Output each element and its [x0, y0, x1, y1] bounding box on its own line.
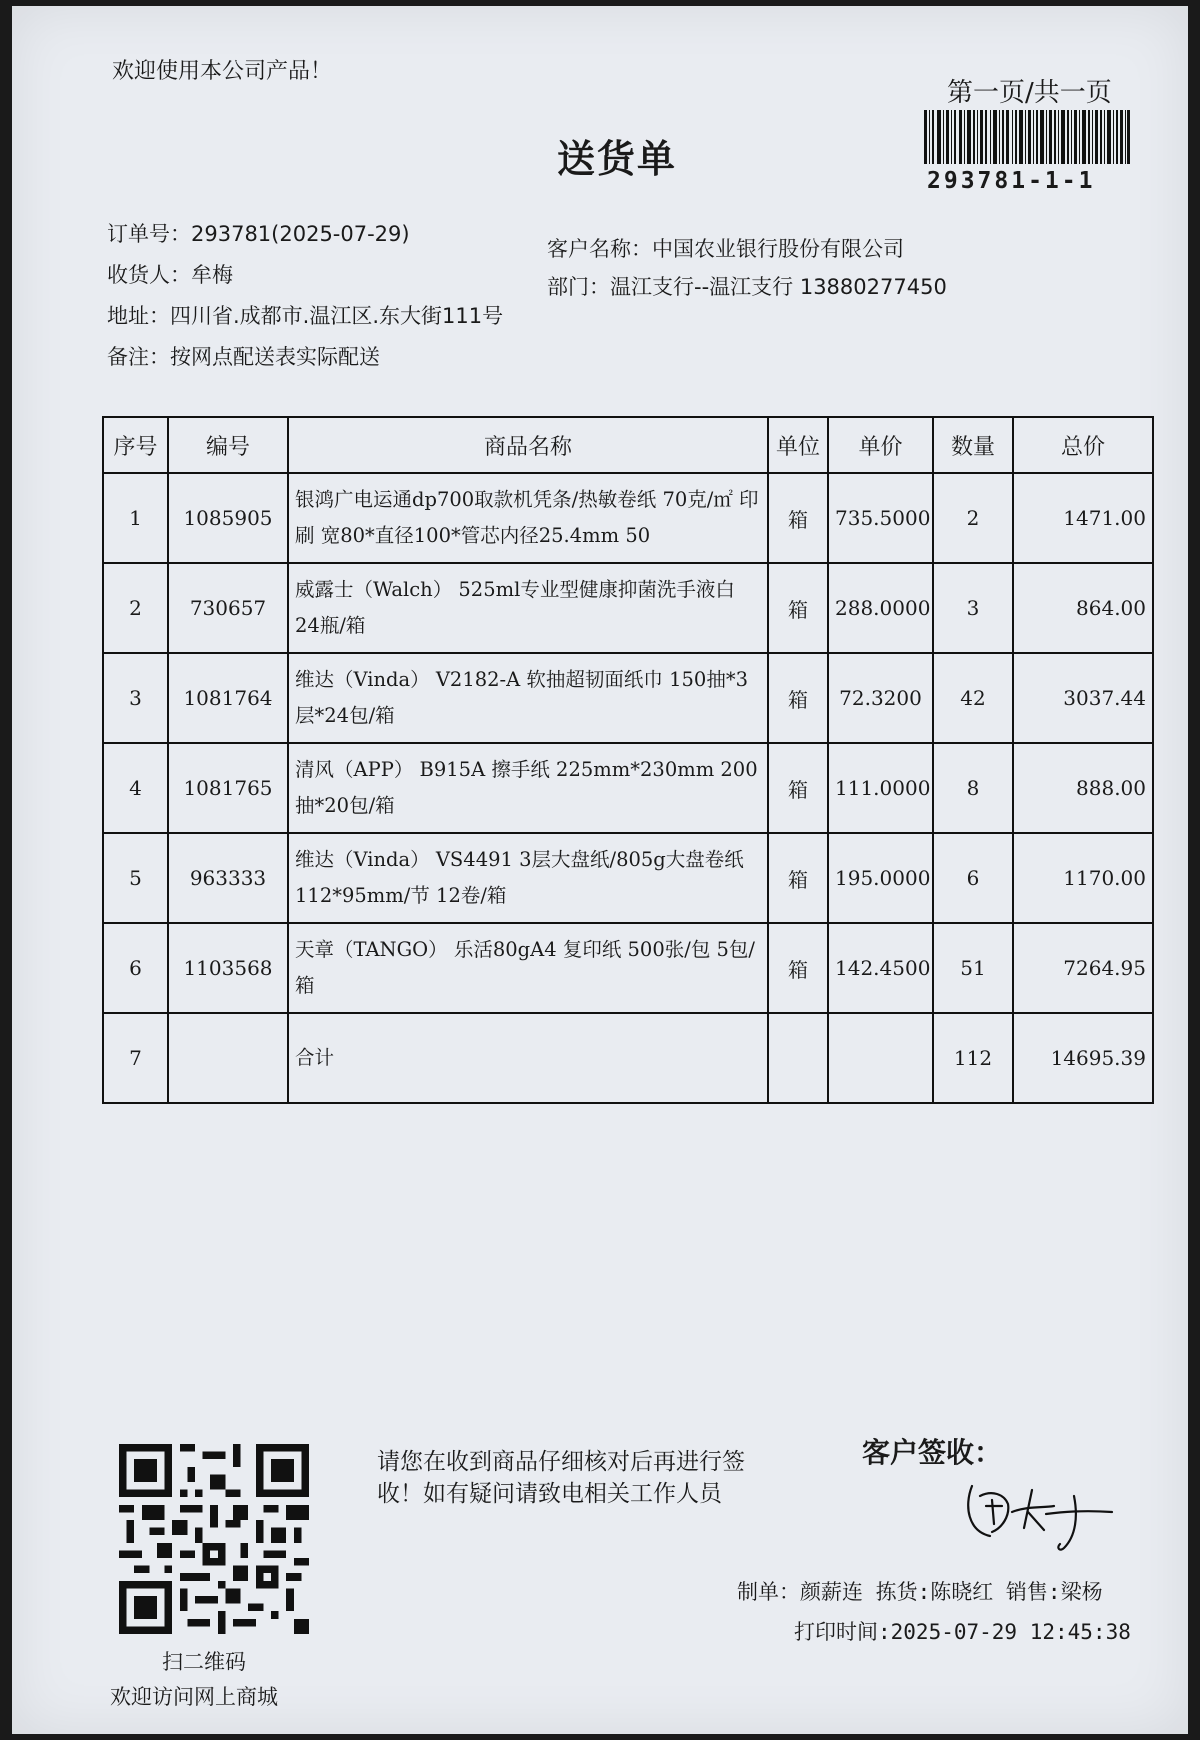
department-row [547, 271, 947, 301]
welcome-text: 欢迎使用本公司产品！ [112, 59, 333, 84]
remark-label: 备注： [107, 345, 170, 369]
cell-total: 3037.44 [1013, 653, 1153, 743]
address-label: 地址： [107, 304, 170, 328]
page-info: 第一页/共一页 [947, 78, 1112, 108]
delivery-note-paper [12, 6, 1188, 1734]
cell-total: 1471.00 [1013, 473, 1153, 563]
header-unit: 单位 [768, 417, 828, 473]
cell-code: 1081765 [168, 743, 288, 833]
address-row [107, 300, 503, 330]
receiver-label: 收货人： [107, 263, 191, 287]
cell-seq: 2 [103, 563, 168, 653]
header-qty: 数量 [933, 417, 1013, 473]
cell-name: 维达（Vinda） V2182-A 软抽超韧面纸巾 150抽*3层*24包/箱 [288, 653, 768, 743]
remark-row [107, 341, 380, 371]
table-row [103, 473, 1153, 563]
cell-name: 天章（TANGO） 乐活80gA4 复印纸 500张/包 5包/箱 [288, 923, 768, 1013]
print-time: 打印时间:2025-07-29 12:45:38 [794, 1620, 1131, 1644]
header-seq: 序号 [103, 417, 168, 473]
barcode-number: 293781-1-1 [927, 168, 1096, 194]
cell-price-empty [828, 1013, 933, 1103]
cell-code: 1085905 [168, 473, 288, 563]
cell-price: 72.3200 [828, 653, 933, 743]
customer-label: 客户名称： [547, 237, 652, 261]
cell-unit: 箱 [768, 833, 828, 923]
cell-price: 195.0000 [828, 833, 933, 923]
handwritten-signature [962, 1476, 1132, 1556]
cell-qty: 3 [933, 563, 1013, 653]
cell-unit-empty [768, 1013, 828, 1103]
table-row [103, 743, 1153, 833]
cell-unit: 箱 [768, 923, 828, 1013]
cell-total: 1170.00 [1013, 833, 1153, 923]
receiver-row [107, 259, 233, 289]
cell-seq: 6 [103, 923, 168, 1013]
order-number-row [107, 218, 410, 248]
cell-price: 735.5000 [828, 473, 933, 563]
customer-row [547, 233, 904, 263]
cell-unit: 箱 [768, 563, 828, 653]
goods-table-wrap [102, 416, 1152, 1104]
notice-line2: 收！如有疑问请致电相关工作人员 [377, 1481, 722, 1507]
cell-name: 银鸿广电运通dp700取款机凭条/热敏卷纸 70克/㎡ 印刷 宽80*直径100*管芯内径25.4mm 50 [288, 473, 768, 563]
cell-qty: 42 [933, 653, 1013, 743]
customer-sign-label: 客户签收： [862, 1436, 1003, 1469]
table-row [103, 563, 1153, 653]
table-row [103, 653, 1153, 743]
cell-price: 142.4500 [828, 923, 933, 1013]
document-title: 送货单 [557, 137, 678, 181]
cell-code-empty [168, 1013, 288, 1103]
notice-line1: 请您在收到商品仔细核对后再进行签 [377, 1449, 745, 1475]
cell-price: 111.0000 [828, 743, 933, 833]
barcode-icon [924, 110, 1130, 164]
cell-total: 864.00 [1013, 563, 1153, 653]
cell-seq: 5 [103, 833, 168, 923]
receiver-value: 牟梅 [191, 263, 233, 287]
cell-qty: 8 [933, 743, 1013, 833]
table-header-row [103, 417, 1153, 473]
cell-code: 1081764 [168, 653, 288, 743]
cell-total: 888.00 [1013, 743, 1153, 833]
cell-qty: 2 [933, 473, 1013, 563]
cell-code: 730657 [168, 563, 288, 653]
table-row [103, 833, 1153, 923]
cell-qty: 51 [933, 923, 1013, 1013]
department-value: 温江支行--温江支行 13880277450 [610, 275, 947, 299]
cell-name: 清风（APP） B915A 擦手纸 225mm*230mm 200抽*20包/箱 [288, 743, 768, 833]
qr-caption-line1: 扫二维码 [162, 1650, 246, 1674]
cell-name: 维达（Vinda） VS4491 3层大盘纸/805g大盘卷纸 112*95mm/节 12卷/箱 [288, 833, 768, 923]
cell-unit: 箱 [768, 743, 828, 833]
header-code: 编号 [168, 417, 288, 473]
cell-total: 7264.95 [1013, 923, 1153, 1013]
cell-code: 963333 [168, 833, 288, 923]
cell-seq: 7 [103, 1013, 168, 1103]
department-label: 部门： [547, 275, 610, 299]
goods-table [102, 416, 1154, 1104]
table-row [103, 923, 1153, 1013]
order-number-value: 293781(2025-07-29) [191, 222, 410, 246]
cell-seq: 4 [103, 743, 168, 833]
qr-code-icon [119, 1444, 309, 1634]
order-number-label: 订单号： [107, 222, 191, 246]
address-value: 四川省.成都市.温江区.东大街111号 [170, 304, 504, 328]
cell-unit: 箱 [768, 653, 828, 743]
staff-info: 制单：颜薪连 拣货:陈晓红 销售:梁杨 [737, 1580, 1103, 1604]
notice-text [377, 1446, 745, 1510]
cell-qty: 6 [933, 833, 1013, 923]
header-name: 商品名称 [288, 417, 768, 473]
customer-value: 中国农业银行股份有限公司 [652, 237, 904, 261]
cell-name: 威露士（Walch） 525ml专业型健康抑菌洗手液白 24瓶/箱 [288, 563, 768, 653]
total-amount: 14695.39 [1013, 1013, 1153, 1103]
header-price: 单价 [828, 417, 933, 473]
table-total-row [103, 1013, 1153, 1103]
cell-seq: 1 [103, 473, 168, 563]
header-total: 总价 [1013, 417, 1153, 473]
total-label: 合计 [288, 1013, 768, 1103]
total-qty: 112 [933, 1013, 1013, 1103]
cell-unit: 箱 [768, 473, 828, 563]
cell-code: 1103568 [168, 923, 288, 1013]
cell-seq: 3 [103, 653, 168, 743]
qr-caption-line2: 欢迎访问网上商城 [110, 1685, 278, 1709]
remark-value: 按网点配送表实际配送 [170, 345, 380, 369]
cell-price: 288.0000 [828, 563, 933, 653]
